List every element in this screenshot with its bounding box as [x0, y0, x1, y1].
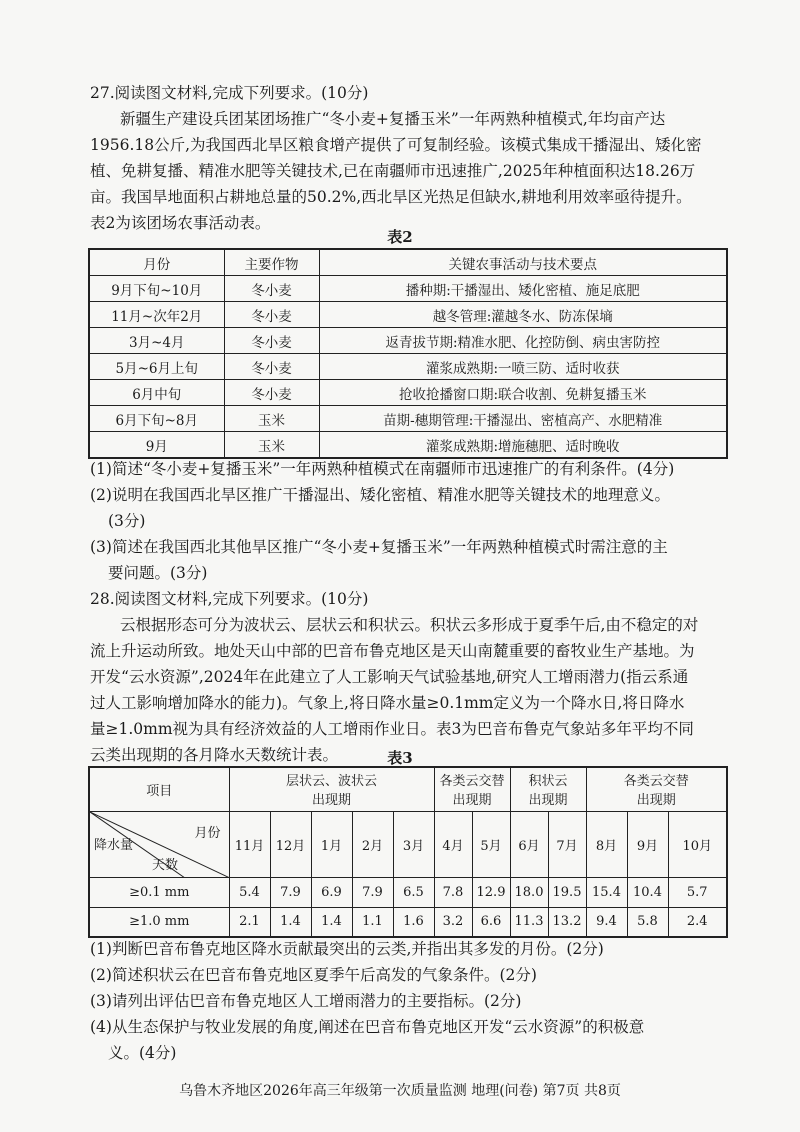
table-row: [89, 328, 727, 354]
q28-question: 义。(4分): [108, 1044, 177, 1062]
table-cell: 6.5: [393, 877, 434, 907]
q28-para-line: 云根据形态可分为波状云、层状云和积状云。积状云多形成于夏季午后,由不稳定的对: [120, 616, 699, 634]
table-cell: 12.9: [472, 877, 510, 907]
table-month-row: [89, 811, 727, 877]
q27-para-line: 亩。我国旱地面积占耕地总量的50.2%,西北旱区光热足但缺水,耕地利用效率亟待提升。: [90, 188, 692, 206]
table-cell: 7.9: [270, 877, 311, 907]
corner-days-label: 天数: [152, 857, 179, 873]
month-header: 10月: [668, 811, 727, 877]
page-footer: 乌鲁木齐地区2026年高三年级第一次质量监测 地理(问卷) 第7页 共8页: [179, 1083, 621, 1099]
q27-question: (3)简述在我国西北其他旱区推广“冬小麦+复播玉米”一年两熟种植模式时需注意的主: [90, 538, 668, 556]
table-cell: 2.1: [229, 907, 270, 937]
table-cell: 5月~6月上旬: [89, 354, 224, 380]
month-header: 7月: [548, 811, 586, 877]
table-cell: 冬小麦: [224, 328, 319, 354]
q27-para-line: 1956.18公斤,为我国西北旱区粮食增产提供了可复制经验。该模式集成干播湿出、矮化密: [90, 136, 702, 154]
table-row: [89, 432, 727, 459]
table-row: [89, 406, 727, 432]
table-cell: 10.4: [627, 877, 668, 907]
q27-para-line: 表2为该团场农事活动表。: [90, 214, 271, 232]
table-cell: 5.8: [627, 907, 668, 937]
month-header: 9月: [627, 811, 668, 877]
table-group-header: 各类云交替 出现期: [586, 767, 727, 811]
table-cell: 9.4: [586, 907, 627, 937]
table-row: [89, 354, 727, 380]
table-header-cell: 项目: [89, 767, 229, 811]
q27-question: (3分): [108, 512, 146, 530]
table-header-cell: 主要作物: [224, 249, 319, 276]
table-group-header: 积状云 出现期: [510, 767, 586, 811]
table-cell: 3.2: [434, 907, 472, 937]
table-cell: 6月中旬: [89, 380, 224, 406]
table-row: [89, 302, 727, 328]
table2-caption: 表2: [387, 228, 413, 246]
row-label: ≥0.1 mm: [89, 877, 229, 907]
table-cell: 3月~4月: [89, 328, 224, 354]
table-cell: 6月下旬~8月: [89, 406, 224, 432]
table-cell: 玉米: [224, 406, 319, 432]
table-cell: 2.4: [668, 907, 727, 937]
q28-question: (3)请列出评估巴音布鲁克地区人工增雨潜力的主要指标。(2分): [90, 992, 522, 1010]
table-cell: 1.4: [311, 907, 352, 937]
q28-para-line: 量≥1.0mm视为具有经济效益的人工增雨作业日。表3为巴音布鲁克气象站多年平均不同: [90, 720, 694, 738]
month-header: 3月: [393, 811, 434, 877]
table-cell: 1.1: [352, 907, 393, 937]
q27-para-line: 新疆生产建设兵团某团场推广“冬小麦+复播玉米”一年两熟种植模式,年均亩产达: [120, 110, 666, 128]
q27-question: (2)说明在我国西北旱区推广干播湿出、矮化密植、精准水肥等关键技术的地理意义。: [90, 486, 670, 504]
table-cell: 6.9: [311, 877, 352, 907]
table-cell: 7.9: [352, 877, 393, 907]
month-header: 11月: [229, 811, 270, 877]
table-header-row: [89, 249, 727, 276]
table-cell: 9月: [89, 432, 224, 459]
row-label: ≥1.0 mm: [89, 907, 229, 937]
table-row: [89, 276, 727, 302]
table-cell: 18.0: [510, 877, 548, 907]
q28-question: (1)判断巴音布鲁克地区降水贡献最突出的云类,并指出其多发的月份。(2分): [90, 940, 604, 958]
table-row: [89, 907, 727, 937]
month-header: 12月: [270, 811, 311, 877]
table-header-row: [89, 767, 727, 811]
table-cell: 1.4: [270, 907, 311, 937]
table-header-cell: 月份: [89, 249, 224, 276]
month-header: 1月: [311, 811, 352, 877]
table-cell: 灌浆成熟期:一喷三防、适时收获: [319, 354, 727, 380]
q27-question: (1)简述“冬小麦+复播玉米”一年两熟种植模式在南疆师市迅速推广的有利条件。(4分): [90, 460, 675, 478]
q28-para-line: 云类出现期的各月降水天数统计表。: [90, 746, 339, 764]
q27-question: 要问题。(3分): [108, 564, 208, 582]
table-cell: 13.2: [548, 907, 586, 937]
month-header: 2月: [352, 811, 393, 877]
q28-para-line: 开发“云水资源”,2024年在此建立了人工影响天气试验基地,研究人工增雨潜力(指云系通: [90, 668, 689, 686]
q28-para-line: 流上升运动所致。地处天山中部的巴音布鲁克地区是天山南麓重要的畜牧业生产基地。为: [90, 642, 695, 660]
table-group-header: 各类云交替 出现期: [434, 767, 510, 811]
table-cell: 5.4: [229, 877, 270, 907]
table3-caption: 表3: [387, 749, 413, 767]
table-cell: 11月~次年2月: [89, 302, 224, 328]
table-cell: 5.7: [668, 877, 727, 907]
table3: [88, 766, 728, 938]
q28-question: (4)从生态保护与牧业发展的角度,阐述在巴音布鲁克地区开发“云水资源”的积极意: [90, 1018, 645, 1036]
table-cell: 返青拔节期:精准水肥、化控防倒、病虫害防控: [319, 328, 727, 354]
q27-para-line: 植、免耕复播、精准水肥等关键技术,已在南疆师市迅速推广,2025年种植面积达18.26万: [90, 162, 696, 180]
table-corner-cell: [89, 811, 229, 877]
month-header: 8月: [586, 811, 627, 877]
table-cell: 玉米: [224, 432, 319, 459]
table-row: [89, 877, 727, 907]
table-row: [89, 380, 727, 406]
table-cell: 越冬管理:灌越冬水、防冻保墒: [319, 302, 727, 328]
month-header: 6月: [510, 811, 548, 877]
corner-month-label: 月份: [194, 825, 221, 841]
table-cell: 冬小麦: [224, 380, 319, 406]
month-header: 4月: [434, 811, 472, 877]
table-cell: 11.3: [510, 907, 548, 937]
table-group-header: 层状云、波状云 出现期: [229, 767, 434, 811]
q28-title: 28.阅读图文材料,完成下列要求。(10分): [90, 590, 369, 608]
q27-title: 27.阅读图文材料,完成下列要求。(10分): [90, 84, 369, 102]
table-header-cell: 关键农事活动与技术要点: [319, 249, 727, 276]
corner-precip-label: 降水量: [94, 837, 134, 853]
month-header: 5月: [472, 811, 510, 877]
q28-question: (2)简述积状云在巴音布鲁克地区夏季午后高发的气象条件。(2分): [90, 966, 537, 984]
table-cell: 7.8: [434, 877, 472, 907]
q28-para-line: 过人工影响增加降水的能力)。气象上,将日降水量≥0.1mm定义为一个降水日,将日降水: [90, 694, 685, 712]
table-cell: 灌浆成熟期:增施穗肥、适时晚收: [319, 432, 727, 459]
table-cell: 苗期-穗期管理:干播湿出、密植高产、水肥精准: [319, 406, 727, 432]
table-cell: 6.6: [472, 907, 510, 937]
table-cell: 冬小麦: [224, 302, 319, 328]
table-cell: 播种期:干播湿出、矮化密植、施足底肥: [319, 276, 727, 302]
table-cell: 19.5: [548, 877, 586, 907]
table-cell: 冬小麦: [224, 276, 319, 302]
table2: [88, 248, 728, 459]
table-cell: 9月下旬~10月: [89, 276, 224, 302]
table-cell: 抢收抢播窗口期:联合收割、免耕复播玉米: [319, 380, 727, 406]
table-cell: 15.4: [586, 877, 627, 907]
table-cell: 冬小麦: [224, 354, 319, 380]
table-cell: 1.6: [393, 907, 434, 937]
